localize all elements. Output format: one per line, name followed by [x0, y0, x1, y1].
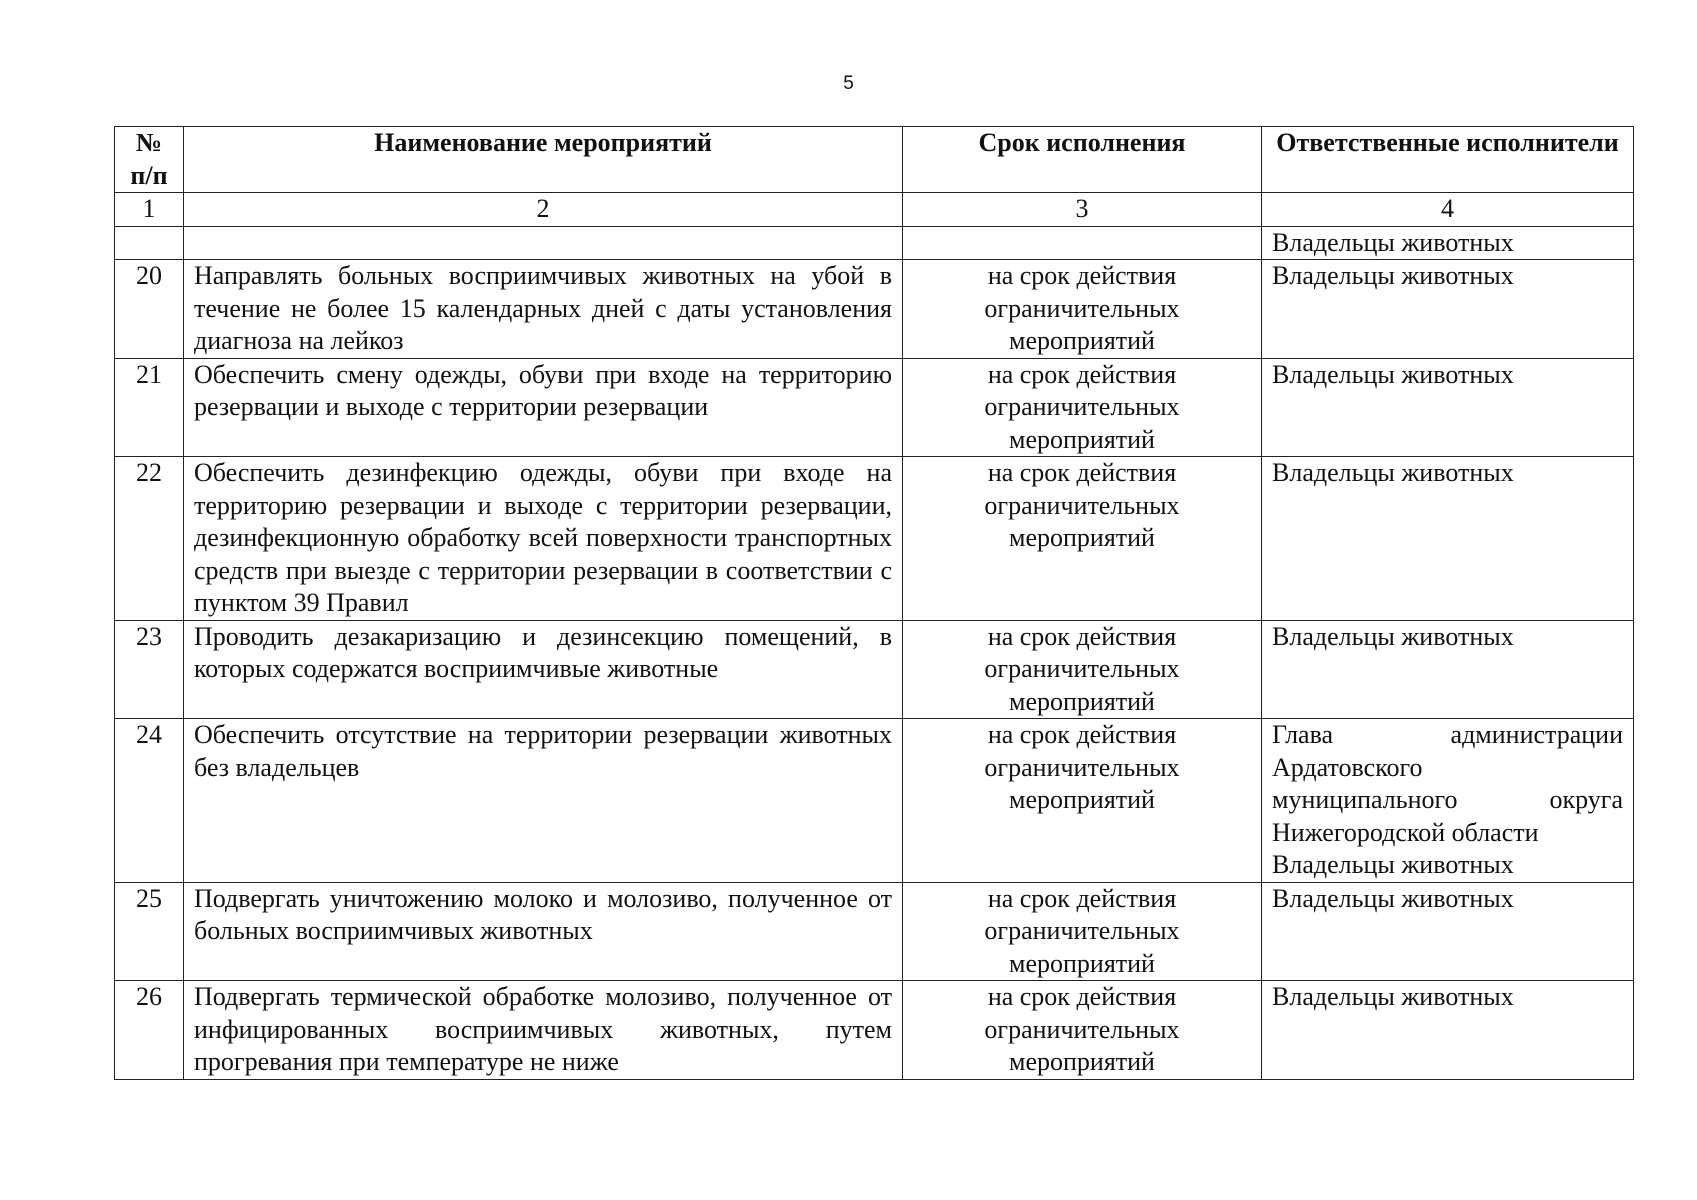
row-deadline: на срок действия ограничительных мероприятий — [903, 981, 1262, 1080]
row-responsible — [1262, 457, 1634, 621]
row-number — [115, 226, 184, 260]
row-number: 22 — [115, 457, 184, 621]
header-responsible: Ответственные исполнители — [1262, 127, 1634, 193]
row-measure: Обеспечить смену одежды, обуви при входе на территорию резервации и выходе с территории резервации — [184, 358, 903, 457]
row-deadline: на срок действия ограничительных мероприятий — [903, 719, 1262, 883]
table-row — [115, 358, 1634, 457]
row-number: 20 — [115, 260, 184, 359]
row-measure: Направлять больных восприимчивых животных на убой в течение не более 15 календарных дней с даты установления диагноза на лейкоз — [184, 260, 903, 359]
row-deadline: на срок действия ограничительных мероприятий — [903, 260, 1262, 359]
table-row — [115, 981, 1634, 1080]
row-number: 24 — [115, 719, 184, 883]
responsible-line: Нижегородской области — [1272, 817, 1539, 847]
responsible-line: Владельцы животных — [1272, 883, 1514, 913]
page-number: 5 — [843, 73, 854, 94]
column-number: 3 — [903, 193, 1262, 227]
header-measure-name: Наименование мероприятий — [184, 127, 903, 193]
responsible-line: муниципального округа — [1272, 785, 1623, 814]
row-responsible — [1262, 358, 1634, 457]
responsible-line: Ардатовского — [1272, 752, 1423, 782]
table-row — [115, 620, 1634, 719]
responsible-line: Владельцы животных — [1272, 621, 1514, 651]
responsible-line: Владельцы животных — [1272, 850, 1514, 879]
responsible-line: Владельцы животных — [1272, 458, 1514, 487]
row-deadline: на срок действия ограничительных мероприятий — [903, 882, 1262, 981]
row-deadline: на срок действия ограничительных мероприятий — [903, 358, 1262, 457]
table-row — [115, 457, 1634, 621]
row-number: 21 — [115, 358, 184, 457]
responsible-line: Владельцы животных — [1272, 261, 1514, 290]
row-responsible — [1262, 719, 1634, 883]
table-row — [115, 260, 1634, 359]
responsible-line: Владельцы животных — [1272, 982, 1514, 1011]
header-row — [115, 127, 1634, 193]
measures-table — [114, 126, 1634, 1080]
column-number: 1 — [115, 193, 184, 227]
row-deadline: на срок действия ограничительных мероприятий — [903, 620, 1262, 719]
row-number: 26 — [115, 981, 184, 1080]
column-number: 4 — [1262, 193, 1634, 227]
responsible-line: Владельцы животных — [1272, 359, 1514, 389]
row-measure: Подвергать термической обработке молозиво, полученное от инфицированных восприимчивых животных, путем прогревания при температуре не ниже — [184, 981, 903, 1080]
table-row — [115, 882, 1634, 981]
table-row — [115, 719, 1634, 883]
responsible-line: Глава администрации — [1272, 720, 1623, 749]
column-number: 2 — [184, 193, 903, 227]
row-measure: Обеспечить дезинфекцию одежды, обуви при входе на территорию резервации и выходе с территории резервации, дезинфекционную обработку всей поверхности транспортных средств при выезде с территории резервации в соответствии с пунктом 39 Правил — [184, 457, 903, 621]
row-measure — [184, 226, 903, 260]
header-deadline: Срок исполнения — [903, 127, 1262, 193]
column-number-row — [115, 193, 1634, 227]
row-measure: Подвергать уничтожению молоко и молозиво, полученное от больных восприимчивых животных — [184, 882, 903, 981]
continuation-row — [115, 226, 1634, 260]
row-number: 23 — [115, 620, 184, 719]
row-responsible — [1262, 260, 1634, 359]
row-measure: Проводить дезакаризацию и дезинсекцию помещений, в которых содержатся восприимчивые животные — [184, 620, 903, 719]
row-responsible: Владельцы животных — [1262, 226, 1634, 260]
header-number: № п/п — [115, 127, 184, 193]
row-deadline — [903, 226, 1262, 260]
row-responsible — [1262, 981, 1634, 1080]
row-measure: Обеспечить отсутствие на территории резервации животных без владельцев — [184, 719, 903, 883]
row-deadline: на срок действия ограничительных мероприятий — [903, 457, 1262, 621]
row-responsible — [1262, 882, 1634, 981]
row-responsible — [1262, 620, 1634, 719]
row-number: 25 — [115, 882, 184, 981]
